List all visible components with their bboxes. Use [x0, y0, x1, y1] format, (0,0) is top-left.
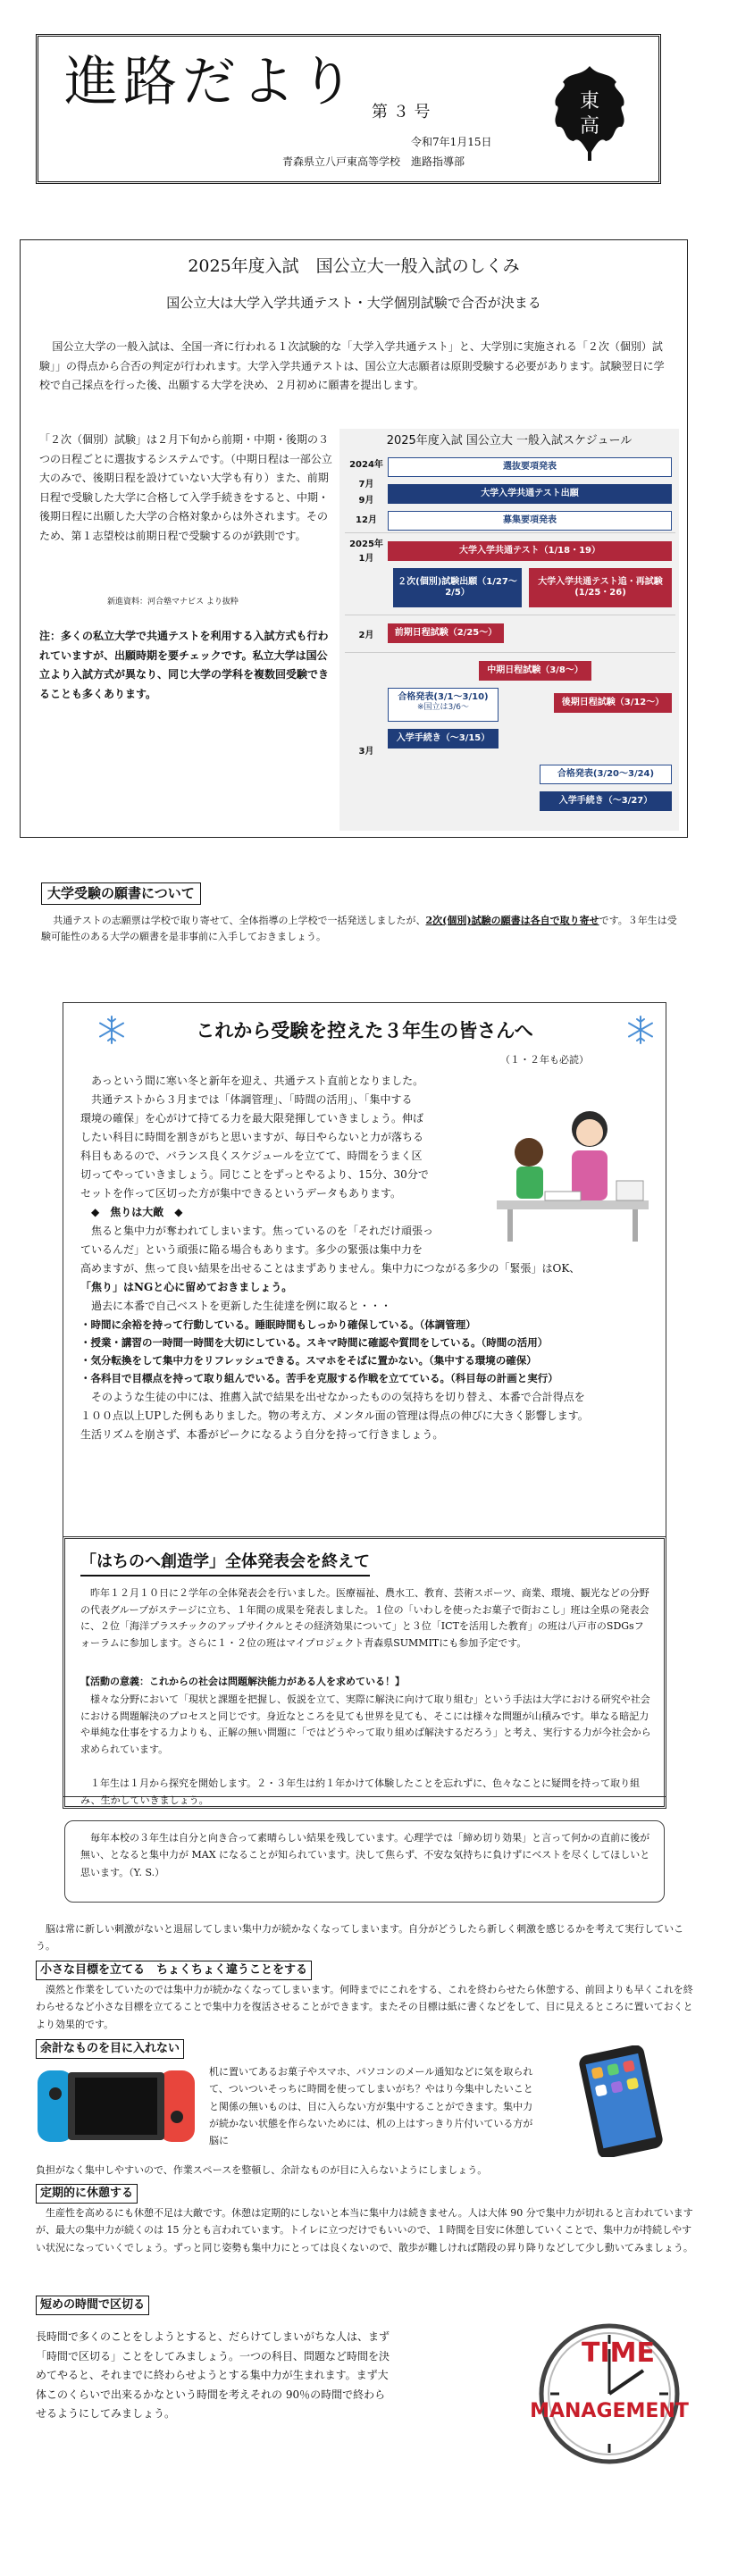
clock-text-management: MANAGEMENT: [530, 2400, 689, 2422]
exam-system-paragraph-1: 国公立大学の一般入試は、全国一斉に行われる１次試験的な「大学入学共通テスト」と、大学別に実施される「２次（個別）試験」」の得点から合否の判定が行われます。大学入学共通テストは、国公立大志願者は原則受験する必要があります。試験翌日に学校で自己採点を行った後、出願する大学を決め、２月初めに願書を提出します。: [39, 340, 665, 392]
exam-system-title: 2025年度入試 国公立大一般入試のしくみ: [188, 256, 520, 276]
application-text-a: 共通テストの志願票は学校で取り寄せて、全体指導の上学校で一括発送しましたが、: [53, 915, 426, 926]
label-january: 1月: [358, 554, 374, 564]
encouragement-paragraph: 毎年本校の３年生は自分と向き合って素晴らしい結果を残しています。心理学では「締め切り効果」と言って何かの直前に後が無い、となると集中力が MAX になることが知られています。決して焦らず、不安な気持ちに負けずにベストを尽くしてほしいと思います。（Y. S.）: [80, 1832, 650, 1878]
text-line: 環境の確保」を心がけて持てる力を最大限発揮していきましょう。伸ば: [80, 1112, 424, 1125]
hachinohe-study-paragraph-2: 様々な分野において「現状と課題を把握し、仮説を立て、実際に解決に向けて取り組む」という手法は大学における研究や社会における問題解決のプロセスと同じです。身近なところを見ても世界を見ても、そこには様々な問題が山積みです。単なる暗記力や単純な仕事をする力よりも、正解の無い問題に「ではどうやって取り組めば解決するだろう」と考え、実行する力が今社会から求められています。: [80, 1694, 651, 1756]
application-text-emphasis: 2次(個別)試験の願書は各自で取り寄せ: [425, 915, 599, 926]
smartphone-illustration: [552, 2045, 686, 2157]
exam-system-subtitle: 国公立大は大学入学共通テスト・大学個別試験で合否が決まる: [166, 295, 541, 311]
text-line: 切ってやっていきましょう。同じことをずっとやるより、15分、30分で: [80, 1168, 429, 1181]
text-line: 「焦り」はNGと心に留めておきましょう。: [80, 1281, 293, 1293]
early-result-note: ※国立は3/6〜: [416, 703, 470, 712]
bar-early-exam: 前期日程試験（2/25〜）: [388, 623, 504, 643]
bar-mid-exam: 中期日程試験（3/8〜）: [479, 661, 591, 681]
schedule-divider: [345, 652, 675, 653]
tip-regular-break-heading: 定期的に休憩する: [36, 2184, 138, 2204]
application-paragraph: [41, 913, 679, 945]
text-line: 過去に本番で自己ベストを更新した生徒達を例に取ると・・・: [91, 1300, 392, 1312]
tip-regular-break-text: 生産性を高めるにも休憩不足は大敵です。休憩は定期的にしないと本当に集中力は続きません。人は大体 90 分で集中力が切れると言われていますが、最大の集中力が続くのは 15 分とも言われています。トイレに立つだけでもいいので、１時間を目安に休憩していくことで、集中力が持続しやすい状況になっていくでしょう。ずっと同じ姿勢も集中力にとっては良くないので、散歩が難しければ階段の昇り降りなどして少し動いてみましょう。: [36, 2207, 693, 2254]
text-line: そのような生徒の中には、推薦入試で結果を出せなかったものの気持ちを切り替え、本番で合計得点を: [91, 1390, 585, 1403]
application-heading: 大学受験の願書について: [41, 882, 201, 905]
text-line: 高めますが、焦って良い結果を出せることはまずありません。集中力につながる多少の「緊張」はOK、: [80, 1262, 581, 1275]
message-to-seniors-note: （１・２年も必読）: [500, 1054, 589, 1066]
exam-system-paragraph-2: 「２次（個別）試験」は２月下旬から前期・中期・後期の３つの日程ごとに選抜するシステムです。（中期日程は一部公立大のみで、後期日程を設けていない大学も有り）また、前期日程で受験した大学に合格して入学手続きをすると、中期・後期日程に出願した大学の合格対象からは外されます。そのため、第１志望校は前期日程で受験するのが鉄則です。: [39, 433, 332, 542]
text-line: １００点以上UPした例もありました。物の考え方、メンタル面の管理は得点の伸びに大きく影響します。: [80, 1409, 589, 1422]
bar-late-result: 合格発表(3/20〜3/24): [540, 765, 672, 784]
hachinohe-study-box: [63, 1536, 666, 1809]
tip-no-distraction-text: 机に置いてあるお菓子やスマホ、パソコンのメール通知などに気を取られて、ついついそっちに時間を使ってしまいがち？やはり今集中したいことと関係の無いものは、目に入らない方が集中することができます。集中力が続かない状態を作らないためには、机の上はすっきり片付いている方が脳に: [209, 2066, 533, 2146]
application-text-c: です。３年生は受験可能性のある大学の願書を是非事前に入手しておきましょう。: [41, 915, 677, 943]
school-name: 青森県立八戸東高等学校 進路指導部: [282, 155, 465, 168]
bar-common-retest: 大学入学共通テスト追・再試験(1/25・26): [529, 568, 672, 607]
game-console-illustration: [36, 2062, 197, 2151]
bullet-item: ・授業・講習の一時間一時間を大切にしている。スキマ時間に確認や質問をしている。（時間の活用）: [80, 1336, 549, 1350]
publish-date: 令和7年1月15日: [411, 136, 492, 148]
tip-short-time-heading: 短めの時間で区切る: [36, 2296, 149, 2315]
label-december: 12月: [356, 515, 377, 525]
tip-no-distraction-text-2: 負担がなく集中しやすいので、作業スペースを整頓し、余計なものが目に入らないようにしましょう。: [36, 2164, 488, 2176]
bullet-item: ・気分転換をして集中力をリフレッシュできる。スマホをそばに置かない。（集中する環境の確保）: [80, 1354, 537, 1367]
hachinohe-study-paragraph-1: 昨年１２月１０日に２学年の全体発表会を行いました。医療福祉、農水工、教育、芸術スポーツ、商業、環境、観光などの分野の代表グループがステージに立ち、１年間の成果を発表しました。１位の「いわしを使ったお菓子で街おこし」班は全県の発表会に、２位「海洋プラスチックのアップサイクルとその経済効果について」と３位「ICTを活用した教育」の班は八戸市のSDGsフォーラムに参加します。さらに１・２位の班はマイプロジェクト青森県SUMMITにも参加予定です。: [80, 1587, 649, 1650]
school-emblem-icon: [547, 63, 633, 163]
bullet-item: ・時間に余裕を持って行動している。睡眠時間もしっかり確保している。（体調管理）: [80, 1318, 476, 1331]
studying-students-illustration: [491, 1066, 652, 1245]
bar-common-test-apply: 大学入学共通テスト出願: [388, 484, 672, 504]
emblem-char-1: 東: [579, 90, 600, 113]
newsletter-title: 進路だより: [64, 51, 359, 113]
sub-heading: ◆ 焦りは大敵 ◆: [91, 1206, 183, 1218]
label-2025: 2025年: [349, 539, 383, 549]
bar-late-exam: 後期日程試験（3/12〜）: [554, 693, 672, 713]
source-note: 新進資料：河合塾マナビス より抜粋: [107, 598, 239, 606]
text-line: 生活リズムを崩さず、本番がピークになるよう自分を持って行きましょう。: [80, 1427, 444, 1441]
text-line: ているんだ」という頑張に陥る場合もあります。多少の緊張は集中力を: [80, 1243, 423, 1256]
label-july: 7月: [358, 480, 374, 489]
emblem-char-2: 高: [579, 115, 600, 138]
tip-no-distraction-heading: 余計なものを目に入れない: [36, 2039, 184, 2059]
text-line: 共通テストから３月までは「体調管理」、「時間の活用」、「集中する: [91, 1093, 413, 1106]
label-march: 3月: [358, 747, 374, 757]
issue-number: 第 ３ 号: [372, 103, 431, 121]
schedule-title: 2025年度入試 国公立大 一般入試スケジュール: [386, 434, 633, 447]
text-line: セットを作って区切った方が集中できるというデータもあります。: [80, 1187, 402, 1200]
text-line: したい科目に時間を割きがちと思いますが、毎日やらないと力が落ちる: [80, 1131, 424, 1143]
concentration-intro: 脳は常に新しい刺激がないと退屈してしまい集中力が続かなくなってしまいます。自分がどうしたら新しく刺激を感じるかを考えて実行していこう。: [36, 1923, 684, 1953]
time-management-clock-icon: [511, 2308, 695, 2469]
bullet-item: ・各科目で目標点を持って取り組んでいる。苦手を克服する作戦を立てている。（科目毎の計画と実行）: [80, 1372, 558, 1385]
label-2024: 2024年: [349, 460, 383, 470]
text-line: 焦ると集中力が奪われてしまいます。焦っているのを「それだけ頑張っ: [91, 1225, 434, 1237]
hachinohe-study-paragraph-3: １年生は１月から探究を開始します。２・３年生は約１年かけて体験したことを忘れずに、色々なことに疑問を持って取り組み、生かしていきましょう。: [80, 1777, 641, 1806]
message-to-seniors-title: これから受験を控えた３年生の皆さんへ: [196, 1020, 533, 1041]
bar-guide-release: 選抜要項発表: [388, 457, 672, 477]
bar-early-enroll: 入学手続き（〜3/15）: [388, 729, 499, 749]
bar-second-exam-apply: ２次(個別)試験出願（1/27〜2/5）: [393, 568, 522, 607]
label-september: 9月: [358, 496, 374, 506]
message-to-seniors-body: [80, 1072, 589, 1444]
tip-short-time-text: 長時間で多くのことをしようとすると、だらけてしまいがちな人は、まず「時間で区切る」ことをしてみましょう。一つの科目、問題など時間を決めてやると、それまでに終わらせようとする集中力が生まれます。まず大体このくらいで出来るかなという時間を考えそれの 90％の時間で終わらせるようにしてみましょう。: [36, 2330, 390, 2421]
bar-common-test: 大学入学共通テスト（1/18・19）: [388, 541, 672, 561]
clock-text-time: TIME: [582, 2338, 655, 2369]
bar-early-result: [388, 688, 499, 722]
text-line: 科目もあるので、バランス良くスケジュールを立てて、時間をうまく区: [80, 1150, 423, 1162]
bar-recruit-release: 募集要項発表: [388, 511, 672, 531]
bar-late-enroll: 入学手続き（〜3/27）: [540, 791, 672, 811]
label-february: 2月: [358, 631, 374, 640]
activity-significance: 【活動の意義：これからの社会は問題解決能力がある人を求めている！】: [80, 1676, 405, 1687]
tip-small-goals-heading: 小さな目標を立てる ちょくちょく違うことをする: [36, 1961, 312, 1980]
text-line: あっという間に寒い冬と新年を迎え、共通テスト直前となりました。: [91, 1075, 424, 1087]
hachinohe-study-heading: 「はちのへ創造学」全体発表会を終えて: [80, 1550, 370, 1577]
schedule-divider: [345, 532, 675, 533]
tip-small-goals-text: 漠然と作業をしていたのでは集中力が続かなくなってしまいます。何時までにこれをする、これを終わらせたら休憩する、前回よりも早くこれを終わらせるなど小さな目標を立てることで集中力を復活させることができます。またその目標は紙に書くなどをして、目に見えるところに置いておくとより効果的です。: [36, 1984, 693, 2030]
early-result-label: 合格発表(3/1〜3/10): [398, 692, 489, 702]
private-university-note: 注：多くの私立大学で共通テストを利用する入試方式も行われていますが、出願時期を要チェックです。私立大学は国公立より入試方式が異なり、同じ大学の学科を複数回受験できることも多くあります。: [39, 630, 330, 700]
